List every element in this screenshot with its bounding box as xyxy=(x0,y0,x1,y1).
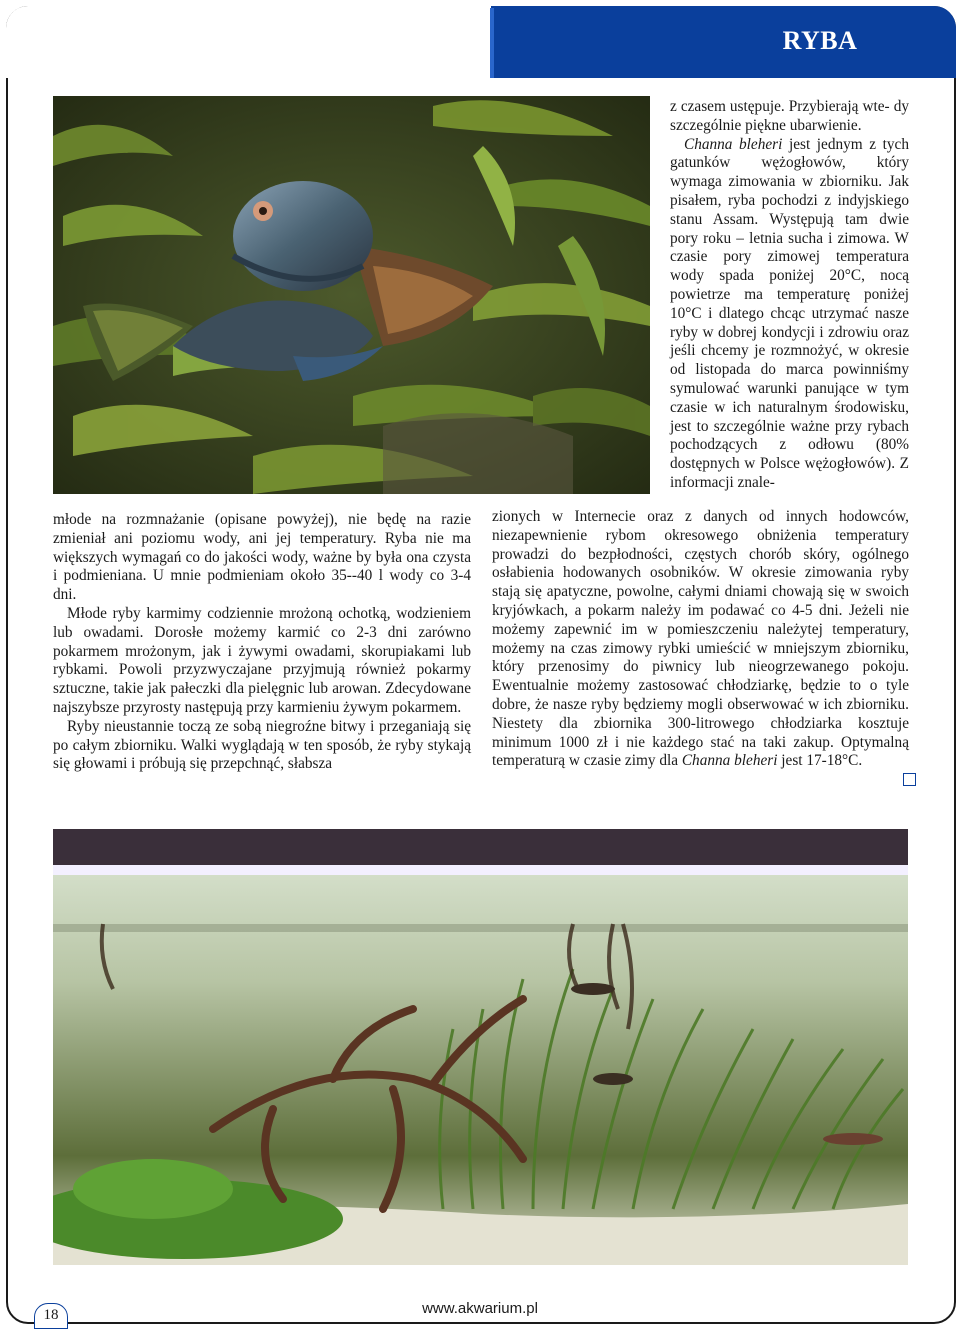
paragraph-left-3: Ryby nieustannie toczą ze sobą niegroźne bitwy i przeganiają się po całym zbiorniku. Walki wyglądają w ten sposób, że ryby stykają się głowami i próbują się przepchnąć, słabsza xyxy=(53,717,471,773)
paragraph-right-top-1 xyxy=(670,98,909,136)
fish-photo xyxy=(53,96,650,494)
species-name: Channa bleheri xyxy=(684,135,783,153)
text-line: z czasem ustępuje. Przybierają wte- xyxy=(670,98,890,115)
aquarium-photo-illustration xyxy=(53,829,908,1265)
species-name: Channa bleheri xyxy=(681,752,778,770)
fish-photo-illustration xyxy=(53,96,650,494)
text-line: dy szczególnie piękne ubarwienie. xyxy=(670,98,909,134)
square-icon xyxy=(903,773,916,786)
paragraph-right-bottom xyxy=(492,508,909,771)
end-of-article-mark xyxy=(893,772,916,790)
header-title-wrap xyxy=(385,6,956,78)
aquarium-photo xyxy=(53,829,908,1265)
text-body: jest jednym z tych gatunków wężogłowów, który wymaga zimowania w zbiorniku. Jak pisałem, ryba pochodzi z indyjskiego stanu Assam. Występują tam dwie pory roku – letnia sucha i zimowa. W czasie pory zimowej temperatura wody spada poniżej 20°C, nocą powietrze ma temperaturę poniżej 10°C i dlatego chcąc utrzymać nasze ryby w dobrej kondycji i zdrowiu oraz jeśli chcemy je rozmnożyć, w okresie od listopada do marca powinniśmy symulować warunki panujące w tym czasie w ich naturalnym środowisku, jest to szczególnie ważne przy rybach pochodzących z odłowu (80% dostępnych w Polsce wężogłowów). Z informacji znale- xyxy=(670,135,909,491)
footer-website: www.akwarium.pl xyxy=(422,1300,538,1317)
paragraph-left-2: Młode ryby karmimy codziennie mrożoną ochotką, wodzieniem lub owadami. Dorosłe możemy karmić co 2-3 dni zarówno pokarmem mrożonym, jak i żywymi owadami, skorupiakami lub rybkami. Powoli przyzwyczajane przyjmują również pokarmy sztuczne, takie jak pałeczki dla pielęgnic lub arowan. Zdecydowane najszybsze przyrosty następują przy karmieniu żywym pokarmem. xyxy=(53,604,471,716)
text-body: jest 17-18°C. xyxy=(777,752,863,770)
section-title: RYBA xyxy=(782,26,858,55)
article-right-column xyxy=(492,508,909,771)
paragraph-right-top-2 xyxy=(670,136,909,493)
page-number: 18 xyxy=(43,1307,59,1323)
paragraph-left-1: młode na rozmnażanie (opisane powyżej), nie będę na razie zmieniał ani poziomu wody, ani jej temperatury. Ryba nie ma większych wymagań co do jakości wody, ważne by była ona czysta i podmieniana. U mnie podmieniam około 35--40 l wody co 3-4 dni. xyxy=(53,511,471,604)
article-left-column xyxy=(53,511,471,774)
text-body: zionych w Internecie oraz z danych od innych hodowców, niezapewnienie rybom okresowego obniżenia temperatury prowadzi do bezpłodności, częstych chorób skóry, ogólnego osłabienia hodowanych osobników. W okresie zimowania ryby stają się apatyczne, powolne, całymi dniami chowają się w swoich kryjówkach, a pokarm należy im podawać co 4-5 dni. Jeżeli nie możemy zapewnić im w pomieszczeniu należytej temperatury, możemy na czas zimowy rybki umieścić w mniejszym zbiorniku, który przenosimy do piwnicy lub nieogrzewanego pokoju. Ewentualnie możemy zastosować chłodziarkę, będzie to o tyle dobre, że nasze ryby będziemy mogli obserwować w ich zbiorniku. Niestety dla zbiornika 300-litrowego chłodziarka kosztuje minimum 1000 zł i nie każdego stać na taki zakup. Optymalną temperaturą w czasie zimy dla xyxy=(492,508,909,770)
article-right-top-column xyxy=(670,98,909,493)
